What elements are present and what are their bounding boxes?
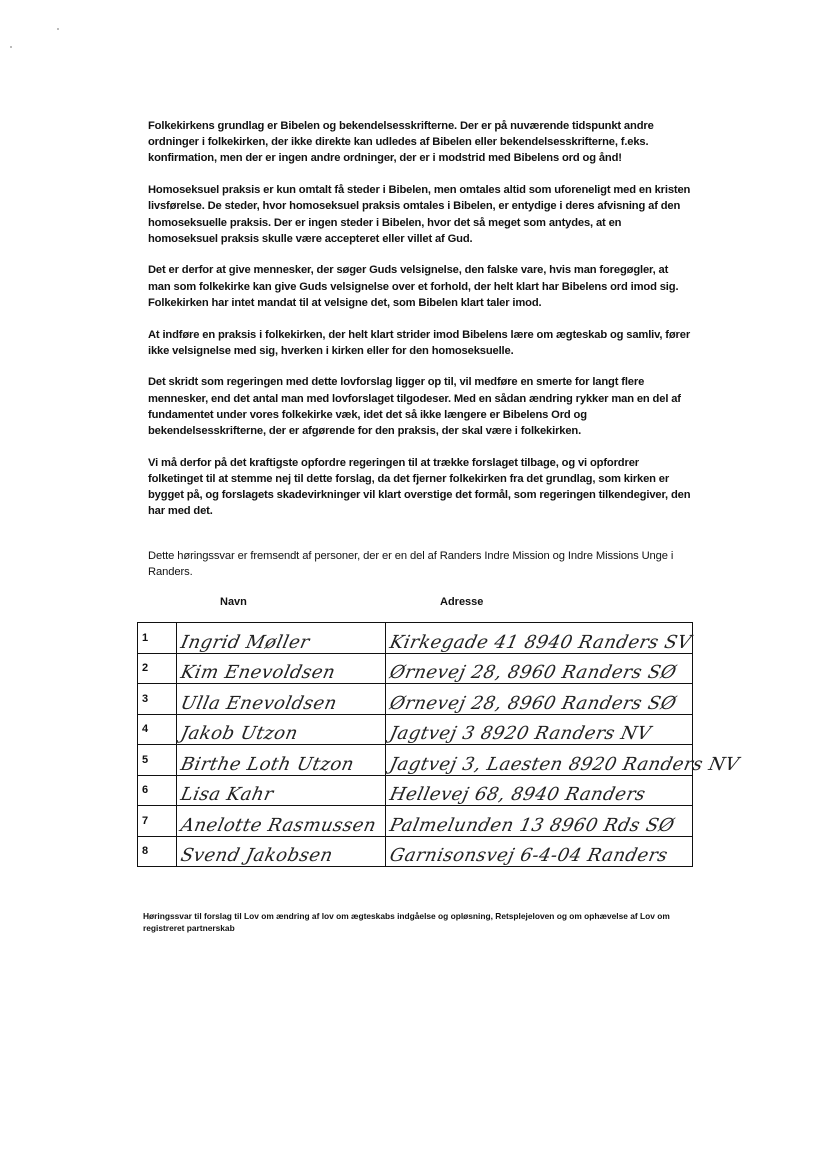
scan-mark xyxy=(10,46,12,48)
row-number: 4 xyxy=(138,714,177,745)
row-number: 1 xyxy=(138,623,177,654)
signature-name-cell xyxy=(177,653,386,684)
address-column-header: Adresse xyxy=(440,596,484,608)
signature-name-cell xyxy=(177,745,386,776)
handwritten-name: Lisa Kahr xyxy=(178,784,276,805)
signature-name-cell xyxy=(177,623,386,654)
handwritten-address: Ørnevej 28, 8960 Randers SØ xyxy=(387,662,679,683)
handwritten-name: Birthe Loth Utzon xyxy=(178,753,357,775)
handwritten-name: Kim Enevoldsen xyxy=(178,662,338,683)
paragraph: Folkekirkens grundlag er Bibelen og bekendelsesskrifterne. Der er på nuværende tidspunkt andre ordninger i folkekirken, der ikke direkte kan udledes af Bibelen eller bekendelsesskrifterne, f.eks. konfirmation, men der er ingen andre ordninger, der er i modstrid med Bibelens ord og ånd! xyxy=(148,120,654,165)
signature-address-cell xyxy=(386,745,742,776)
signature-address-cell xyxy=(386,653,693,684)
handwritten-address: Garnisonsvej 6-4-04 Randers xyxy=(387,845,670,866)
handwritten-name: Anelotte Rasmussen xyxy=(178,814,379,836)
paragraph: Vi må derfor på det kraftigste opfordre regeringen til at trække forslaget tilbage, og vi opfordrer folketinget til at stemme nej til dette forslag, da det fjerner folkekirken fra det grundlag, som kirken er bygget på, og forslagets skadevirkninger vil klart overstige det formål, som regeringen tilkendegiver, den har med det. xyxy=(148,456,691,518)
row-number: 3 xyxy=(138,684,177,715)
row-number: 2 xyxy=(138,653,177,684)
paragraph: Det skridt som regeringen med dette lovforslag ligger op til, vil medføre en smerte for langt flere mennesker, end det antal man med lovforslaget tilgodeser. Med en sådan ændring rykker man en del af fundamentet under vores folkekirke væk, idet det så ikke længere er Bibelens Ord og bekendelsesskrifterne, der er afgørende for den praksis, der skal være i folkekirken. xyxy=(148,376,681,438)
signature-table xyxy=(137,622,742,867)
intro-text: Dette høringssvar er fremsendt af personer, der er en del af Randers Indre Mission og Indre Missions Unge i Randers. xyxy=(148,550,674,578)
signature-address-cell xyxy=(386,836,693,867)
signature-name-cell xyxy=(177,684,386,715)
paragraph: At indføre en praksis i folkekirken, der helt klart strider imod Bibelens lære om ægteskab og samliv, fører ikke velsignelse med sig, hverken i kirken eller for den homoseksuelle. xyxy=(148,328,691,357)
signature-name-cell xyxy=(177,836,386,867)
table-row xyxy=(138,745,693,776)
row-number: 6 xyxy=(138,775,177,806)
signature-address-cell xyxy=(386,775,693,806)
handwritten-name: Ulla Enevoldsen xyxy=(178,692,340,714)
signature-name-cell xyxy=(177,775,386,806)
handwritten-address: Jagtvej 3 8920 Randers NV xyxy=(387,723,654,744)
signature-address-cell xyxy=(386,806,693,837)
row-number: 8 xyxy=(138,836,177,867)
table-row xyxy=(138,653,693,684)
table-row xyxy=(138,714,693,745)
table-row xyxy=(138,775,693,806)
handwritten-name: Jakob Utzon xyxy=(178,723,300,744)
signature-address-cell xyxy=(386,623,693,654)
handwritten-address: Kirkegade 41 8940 Randers SV xyxy=(387,631,694,653)
row-number: 5 xyxy=(138,745,177,776)
signature-address-cell xyxy=(386,684,693,715)
scan-mark xyxy=(57,28,59,30)
handwritten-address: Palmelunden 13 8960 Rds SØ xyxy=(387,814,677,836)
footer-caption: Høringssvar til forslag til Lov om ændring af lov om ægteskabs indgåelse og opløsning, Retsplejeloven og om ophævelse af Lov om registreret partnerskab xyxy=(143,911,670,933)
paragraph: Homoseksuel praksis er kun omtalt få steder i Bibelen, men omtales altid som uforeneligt med en kristen livsførelse. De steder, hvor homoseksuel praksis omtales i Bibelen, er entydige i deres afvisning af den homoseksuelle praksis. Der er ingen steder i Bibelen, hvor det så meget som antydes, at en homoseksuel praksis skulle være accepteret eller villet af Gud. xyxy=(148,184,691,245)
handwritten-name: Svend Jakobsen xyxy=(178,845,335,866)
row-number: 7 xyxy=(138,806,177,837)
signature-name-cell xyxy=(177,714,386,745)
table-row xyxy=(138,623,693,654)
handwritten-address: Hellevej 68, 8940 Randers xyxy=(387,784,648,805)
handwritten-address: Ørnevej 28, 8960 Randers SØ xyxy=(387,692,679,714)
table-row xyxy=(138,836,693,867)
statement-body xyxy=(148,118,693,535)
name-column-header: Navn xyxy=(220,596,247,608)
paragraph: Det er derfor at give mennesker, der søger Guds velsignelse, den falske vare, hvis man foregøgler, at man som folkekirke kan give Guds velsignelse over et forhold, der helt klart har Bibelens ord imod sig. Folkekirken har intet mandat til at velsigne det, som Bibelen klart taler imod. xyxy=(148,264,679,309)
table-row xyxy=(138,806,693,837)
handwritten-name: Ingrid Møller xyxy=(178,631,312,653)
signature-name-cell xyxy=(177,806,386,837)
signature-address-cell xyxy=(386,714,693,745)
handwritten-address: Jagtvej 3, Laesten 8920 Randers NV xyxy=(387,753,742,775)
table-row xyxy=(138,684,693,715)
